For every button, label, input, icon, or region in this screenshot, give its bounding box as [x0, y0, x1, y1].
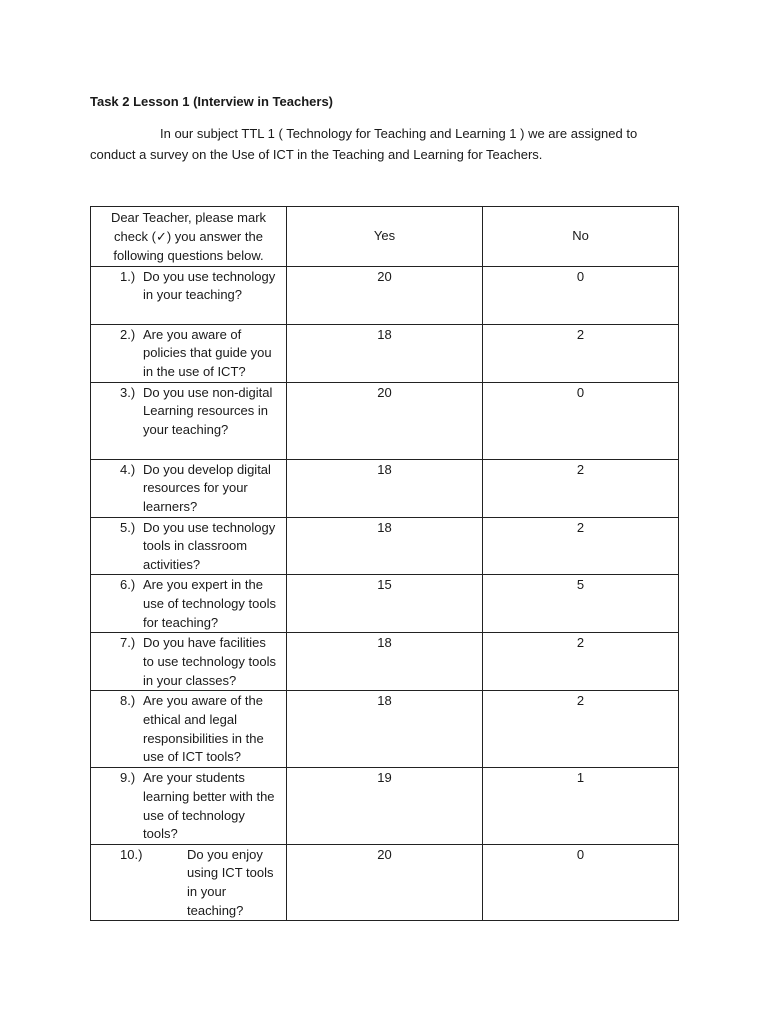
question-wrap	[91, 325, 286, 382]
instruction-text: ) you answer the	[166, 228, 263, 244]
yes-count: 20	[287, 266, 483, 324]
yes-count: 18	[287, 517, 483, 575]
yes-count: 18	[287, 459, 483, 517]
question-wrap	[91, 267, 286, 305]
question-cell	[91, 844, 287, 920]
table-row	[91, 691, 679, 768]
question-wrap	[91, 383, 286, 440]
table-row	[91, 844, 679, 920]
question-number: 9.)	[120, 770, 136, 786]
question-cell	[91, 382, 287, 459]
question-text: Do you use technology tools in classroom activities?	[143, 519, 276, 572]
table-row	[91, 324, 679, 382]
question-wrap	[91, 518, 286, 575]
page-title: Task 2 Lesson 1 (Interview in Teachers)	[90, 94, 334, 109]
question-cell	[91, 633, 287, 691]
question-cell	[91, 691, 287, 768]
question-wrap	[91, 575, 286, 632]
instruction-line: following questions below.	[113, 248, 264, 264]
checkmark-icon: ✓	[155, 229, 167, 245]
question-text: Are you aware of the ethical and legal responsibilities in the use of ICT tools?	[143, 693, 264, 765]
question-number: 4.)	[120, 461, 136, 477]
no-count: 0	[483, 382, 679, 459]
question-number: 10.)	[120, 846, 143, 862]
table-header-row	[91, 207, 679, 267]
no-count: 5	[483, 575, 679, 633]
question-number: 3.)	[120, 384, 136, 400]
question-wrap	[91, 845, 286, 920]
question-text: Are you expert in the use of technology tools for teaching?	[143, 577, 276, 630]
table-row	[91, 266, 679, 324]
no-count: 2	[483, 459, 679, 517]
question-cell	[91, 324, 287, 382]
question-text: Do you develop digital resources for your learners?	[143, 461, 271, 514]
no-count: 2	[483, 517, 679, 575]
question-wrap	[91, 633, 286, 690]
table-row	[91, 382, 679, 459]
yes-count: 20	[287, 844, 483, 920]
question-number: 2.)	[120, 326, 136, 342]
no-count: 2	[483, 691, 679, 768]
instruction-line	[95, 228, 282, 248]
question-cell	[91, 517, 287, 575]
question-number: 8.)	[120, 693, 136, 709]
yes-count: 15	[287, 575, 483, 633]
question-text: Do you use non-digital Learning resources in your teaching?	[143, 384, 273, 437]
no-count: 1	[483, 768, 679, 844]
question-text: Are your students learning better with the use of technology tools?	[143, 770, 275, 842]
intro-paragraph	[90, 123, 680, 165]
question-text: Are you aware of policies that guide you in the use of ICT?	[143, 326, 272, 379]
question-cell	[91, 768, 287, 844]
question-wrap	[91, 691, 286, 766]
yes-count: 19	[287, 768, 483, 844]
table-row	[91, 517, 679, 575]
question-number: 6.)	[120, 577, 136, 593]
question-text: Do you have facilities to use technology tools in your classes?	[143, 635, 276, 688]
survey-table	[90, 206, 679, 921]
question-text: Do you use technology in your teaching?	[143, 268, 276, 303]
table-row	[91, 633, 679, 691]
question-cell	[91, 266, 287, 324]
question-cell	[91, 575, 287, 633]
table-row	[91, 768, 679, 844]
no-count: 2	[483, 324, 679, 382]
instruction-line: Dear Teacher, please mark	[110, 210, 267, 225]
no-count: 2	[483, 633, 679, 691]
question-cell	[91, 459, 287, 517]
no-count: 0	[483, 844, 679, 920]
yes-count: 18	[287, 633, 483, 691]
no-column-header: No	[483, 207, 679, 267]
yes-count: 18	[287, 691, 483, 768]
yes-count: 18	[287, 324, 483, 382]
instruction-cell	[91, 207, 287, 267]
question-number: 1.)	[120, 268, 136, 284]
instruction-text: check (	[114, 228, 156, 244]
yes-column-header: Yes	[287, 207, 483, 267]
question-text: Do you enjoy using ICT tools in your teaching?	[187, 846, 274, 918]
no-count: 0	[483, 266, 679, 324]
question-wrap	[91, 460, 286, 517]
yes-count: 20	[287, 382, 483, 459]
question-wrap	[91, 768, 286, 843]
table-row	[91, 575, 679, 633]
question-number: 5.)	[120, 519, 136, 535]
question-number: 7.)	[120, 635, 136, 651]
intro-text: In our subject TTL 1 ( Technology for Teaching and Learning 1 ) we are assigned to conduct a survey on the Use of ICT in the Teaching and Learning for Teachers.	[90, 126, 638, 162]
table-row	[91, 459, 679, 517]
